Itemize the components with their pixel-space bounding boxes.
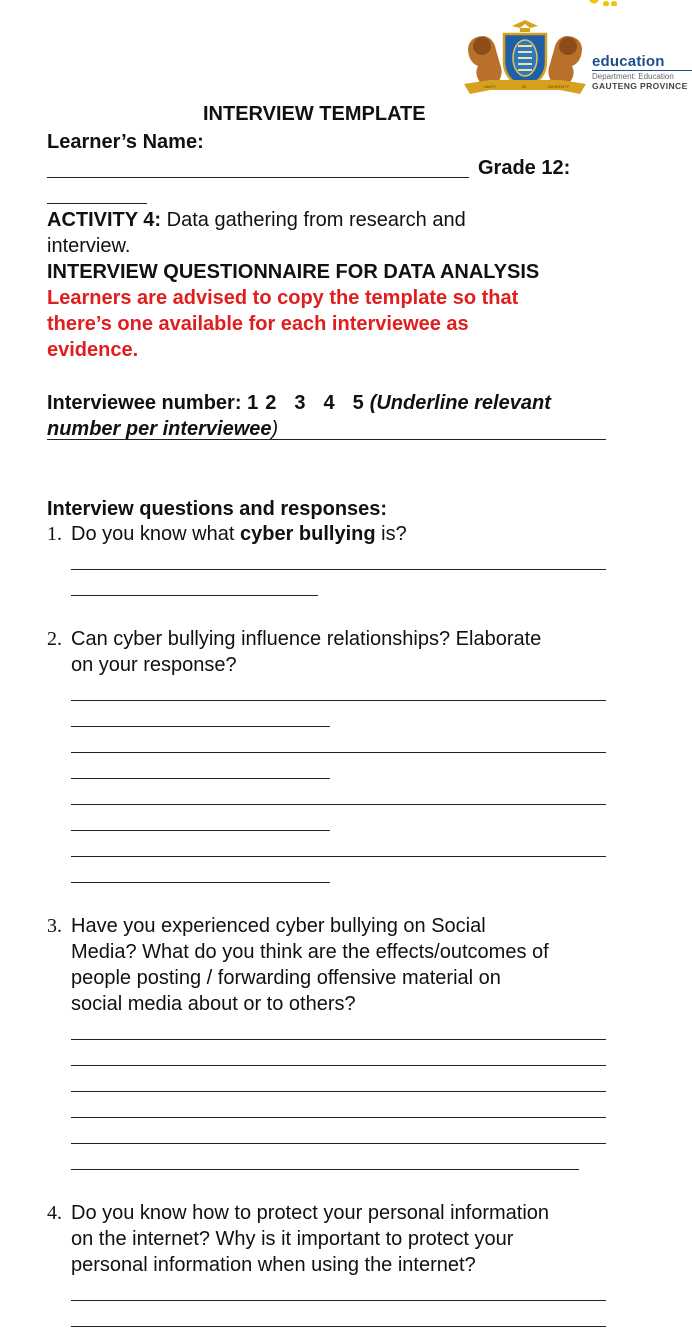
question-4-line-3: personal information when using the internet? — [71, 1254, 476, 1276]
svg-text:DIVERSITY: DIVERSITY — [548, 84, 570, 89]
question-1-bold: cyber bullying — [239, 523, 376, 545]
question-1-number: 1. — [47, 523, 62, 545]
interviewee-option-4[interactable]: 4 — [323, 392, 335, 414]
answer-3-line-1[interactable] — [71, 1039, 606, 1040]
answer-2-line-5[interactable] — [71, 804, 606, 805]
question-3-line-3: people posting / forwarding offensive material on — [71, 967, 501, 989]
question-4-line-1: Do you know how to protect your personal information — [71, 1202, 550, 1224]
question-2-number: 2. — [47, 628, 62, 650]
underline-note-start: (Underline relevant — [369, 392, 551, 414]
answer-2-line-8[interactable] — [71, 882, 330, 883]
activity-line-1 — [47, 207, 466, 233]
activity-line-2: interview. — [47, 235, 131, 257]
activity-text: Data gathering from research and — [161, 209, 466, 231]
question-1-post: is? — [375, 523, 407, 545]
interviewee-option-2[interactable]: 2 — [265, 392, 277, 414]
questionnaire-heading: INTERVIEW QUESTIONNAIRE FOR DATA ANALYSIS — [47, 261, 540, 283]
grade-line[interactable] — [47, 203, 147, 204]
activity-label: ACTIVITY 4: — [47, 209, 162, 231]
underline-note-end: number per interviewee — [47, 418, 272, 440]
underline-note-close: ) — [271, 418, 279, 440]
answer-2-line-3[interactable] — [71, 752, 606, 753]
question-3-number: 3. — [47, 915, 62, 937]
svg-text:UNITY: UNITY — [484, 84, 496, 89]
answer-3-line-6[interactable] — [71, 1169, 579, 1170]
question-1-pre: Do you know what — [71, 523, 240, 545]
page-title: INTERVIEW TEMPLATE — [203, 103, 426, 125]
answer-3-line-4[interactable] — [71, 1117, 606, 1118]
question-3-line-1: Have you experienced cyber bullying on Social — [71, 915, 486, 937]
answer-1-line-1[interactable] — [71, 569, 606, 570]
coat-of-arms-icon — [460, 18, 590, 100]
logo-department: Department: Education — [592, 72, 674, 81]
question-4-number: 4. — [47, 1202, 62, 1224]
answer-2-line-6[interactable] — [71, 830, 330, 831]
advice-line-1: Learners are advised to copy the template so that — [47, 287, 519, 309]
questions-heading: Interview questions and responses: — [47, 498, 388, 520]
question-3-line-4: social media about or to others? — [71, 993, 356, 1015]
question-4-line-2: on the internet? Why is it important to protect your — [71, 1228, 514, 1250]
advice-line-2: there’s one available for each interviewee as — [47, 313, 469, 335]
svg-text:IN: IN — [522, 84, 526, 89]
logo-province: GAUTENG PROVINCE — [592, 81, 688, 91]
learner-name-line[interactable] — [47, 177, 469, 178]
answer-1-line-2[interactable] — [71, 595, 318, 596]
interviewee-underline — [47, 439, 606, 440]
grade-label: Grade 12: — [478, 157, 571, 179]
answer-3-line-5[interactable] — [71, 1143, 606, 1144]
answer-2-line-7[interactable] — [71, 856, 606, 857]
question-2-line-1: Can cyber bullying influence relationships? Elaborate — [71, 628, 542, 650]
answer-2-line-4[interactable] — [71, 778, 330, 779]
interviewee-number-row — [47, 390, 551, 416]
interviewee-option-5[interactable]: 5 — [352, 392, 364, 414]
logo-word: education — [592, 53, 665, 70]
interviewee-label: Interviewee number: — [47, 392, 248, 414]
question-1-text — [71, 521, 407, 547]
answer-4-line-2[interactable] — [71, 1326, 606, 1327]
question-3-line-2: Media? What do you think are the effects/outcomes of — [71, 941, 549, 963]
interviewee-option-3[interactable]: 3 — [294, 392, 306, 414]
interviewee-option-1[interactable]: 1 — [247, 392, 259, 414]
question-2-line-2: on your response? — [71, 654, 237, 676]
learner-name-label: Learner’s Name: — [47, 131, 204, 153]
answer-2-line-1[interactable] — [71, 700, 606, 701]
answer-3-line-3[interactable] — [71, 1091, 606, 1092]
logo-divider — [592, 70, 692, 71]
answer-3-line-2[interactable] — [71, 1065, 606, 1066]
advice-line-3: evidence. — [47, 339, 139, 361]
corner-mark — [588, 0, 628, 6]
answer-4-line-1[interactable] — [71, 1300, 606, 1301]
answer-2-line-2[interactable] — [71, 726, 330, 727]
